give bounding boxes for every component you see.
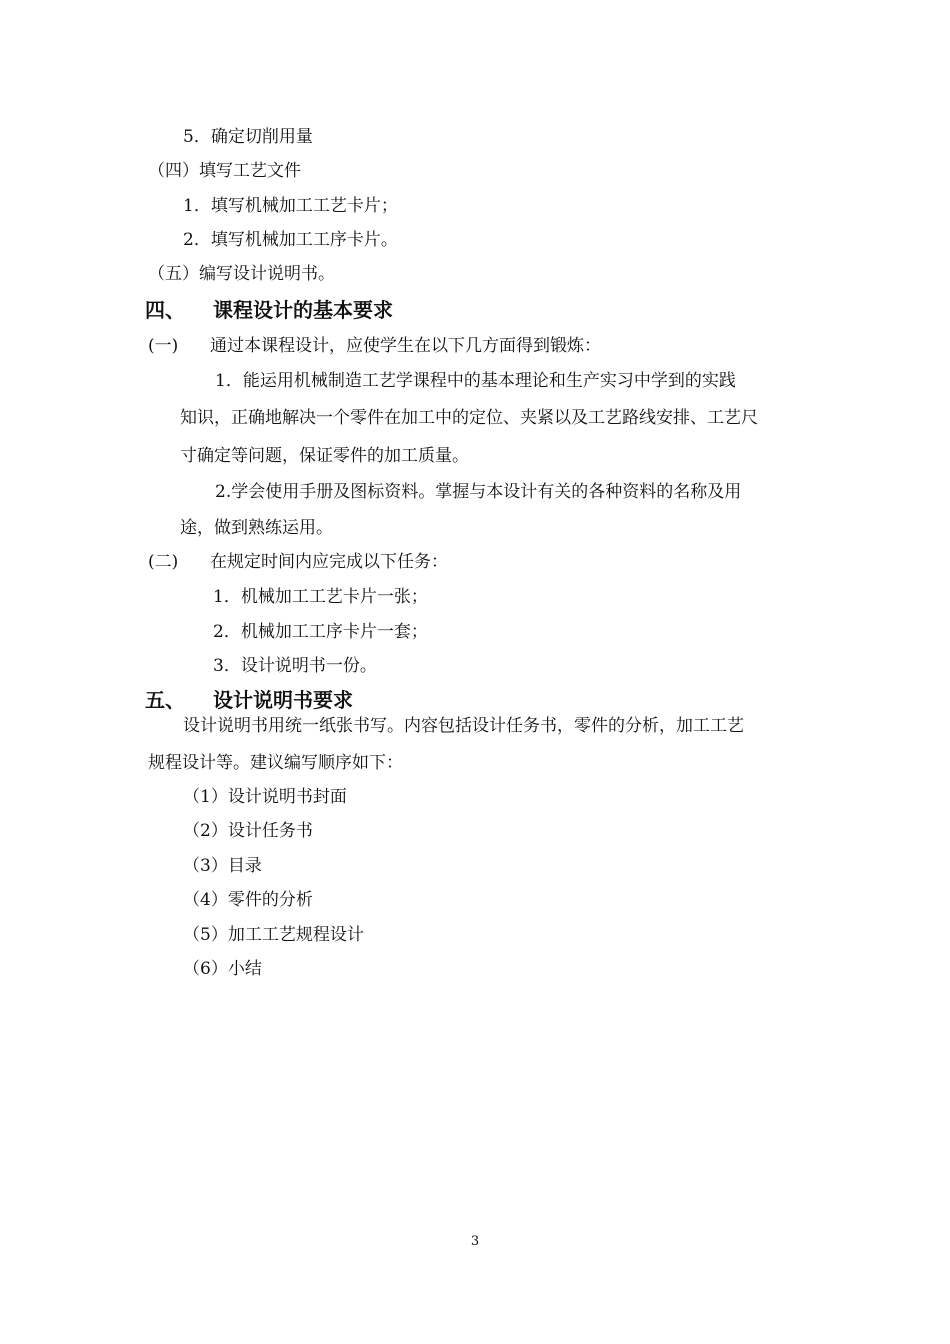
section-number: 五、 [145,688,185,712]
item-mark: (二) [148,552,179,572]
item-text: 通过本课程设计，应使学生在以下几方面得到锻炼： [210,336,601,356]
list-item: 3．设计说明书一份。 [213,656,377,676]
subsection-heading: （五）编写设计说明书。 [148,264,335,284]
subsection-heading: （四）填写工艺文件 [148,161,301,181]
subsection-item [148,335,601,357]
item-mark: (一) [148,336,179,356]
section-heading-5 [145,687,353,713]
item-text: 在规定时间内应完成以下任务： [210,552,448,572]
list-item: （5）加工工艺规程设计 [183,925,364,945]
paragraph-line: 知识，正确地解决一个零件在加工中的定位、夹紧以及工艺路线安排、工艺尺 [180,408,758,428]
list-item: 2．填写机械加工工序卡片。 [183,230,398,250]
paragraph-line: 2.学会使用手册及图标资料。掌握与本设计有关的各种资料的名称及用 [215,482,742,502]
list-item: （3）目录 [183,856,262,876]
list-item: （6）小结 [183,959,262,979]
paragraph-line: 设计说明书用统一纸张书写。内容包括设计任务书，零件的分析，加工工艺 [183,716,744,736]
list-item: （2）设计任务书 [183,821,313,841]
list-item: 1．填写机械加工工艺卡片； [183,196,398,216]
list-item: （4）零件的分析 [183,890,313,910]
paragraph-line: 规程设计等。建议编写顺序如下： [148,753,403,773]
list-item: 1．机械加工工艺卡片一张； [213,587,428,607]
paragraph-line: 途，做到熟练运用。 [180,518,333,538]
section-number: 四、 [145,298,185,322]
list-item: 5．确定切削用量 [183,127,313,147]
section-title: 课程设计的基本要求 [213,298,393,322]
subsection-item [148,551,448,573]
paragraph-line: 1．能运用机械制造工艺学课程中的基本理论和生产实习中学到的实践 [215,371,736,391]
section-title: 设计说明书要求 [213,688,353,712]
section-heading-4 [145,297,393,323]
list-item: （1）设计说明书封面 [183,787,347,807]
paragraph-line: 寸确定等问题，保证零件的加工质量。 [180,446,469,466]
list-item: 2．机械加工工序卡片一套； [213,622,428,642]
page-number: 3 [470,1234,480,1249]
